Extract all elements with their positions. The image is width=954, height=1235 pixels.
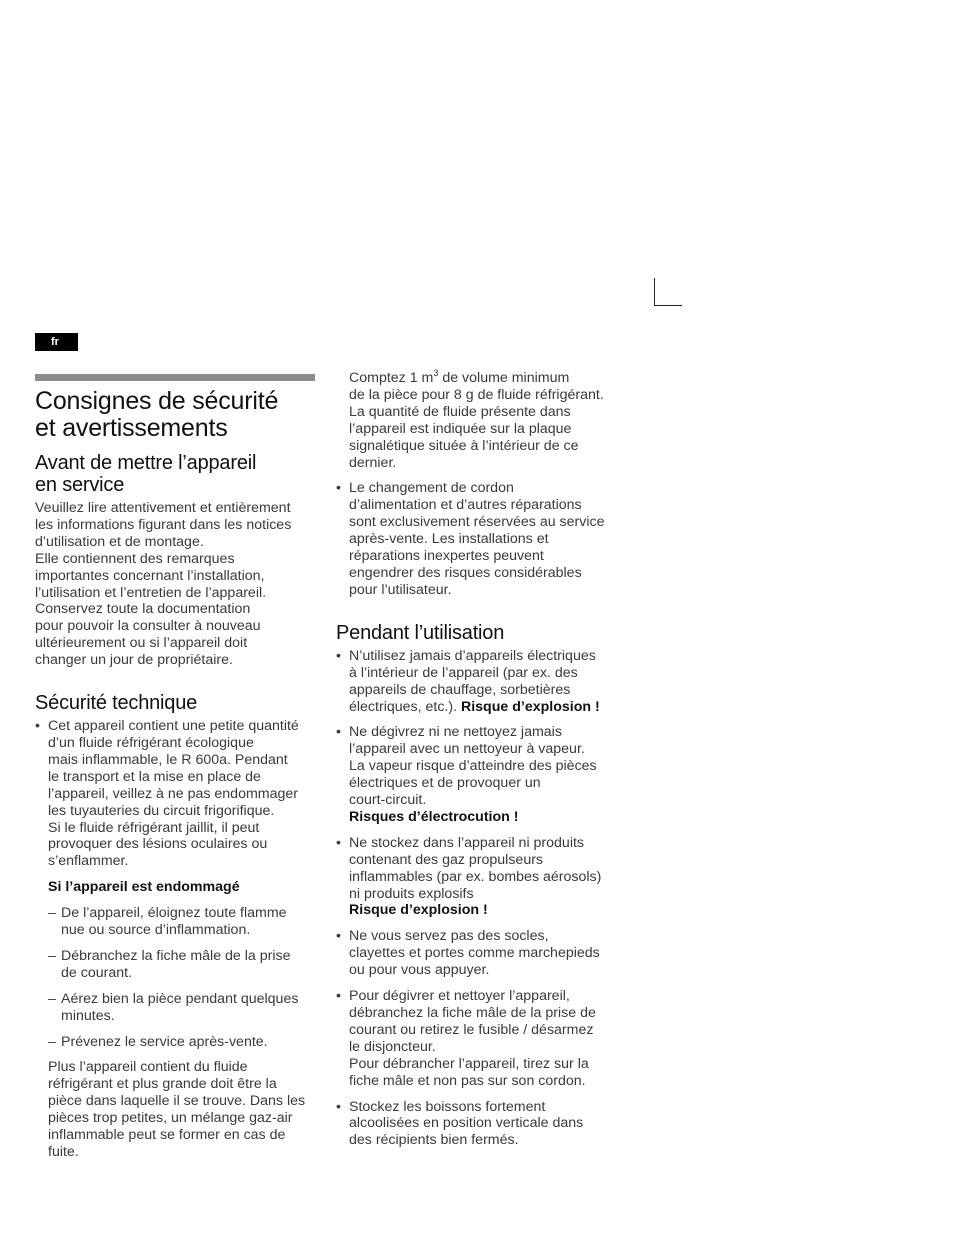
dash-item: – De l’appareil, éloignez toute flamme nue ou source d’inflammation. [48,905,325,939]
list-item: • Pour dégivrer et nettoyer l’appareil, débranchez la fiche mâle de la prise de courant ou retirez le fusible / désarmez le disjoncteur. Pour débrancher l’appareil, tirez sur la fiche mâle et non pas sur son cordon. [336,988,626,1089]
list-item: • Ne stockez dans l’appareil ni produits contenant des gaz propulseurs inflammables (par ex. bombes aérosols) ni produits explosifs Risque d’explosion ! [336,835,626,920]
dash-item: – Débranchez la fiche mâle de la prise de courant. [48,948,325,982]
list-item: • Le changement de cordon d’alimentation et d’autres réparations sont exclusivement réservées au service après-vente. Les installations et réparations inexpertes peuvent engendrer des risques considérables pour l’utilisateur. [336,480,626,598]
heading-technical-safety: Sécurité technique [35,692,198,715]
heading-before-use: Avant de mettre l’appareil en service [35,452,257,496]
language-tab: fr [35,333,78,351]
list-item: • Stockez les boissons fortement alcoolisées en position verticale dans des récipients bien fermés. [336,1099,626,1150]
list-item: • N’utilisez jamais d’appareils électriques à l’intérieur de l’appareil (par ex. des appareils de chauffage, sorbetières électriques, etc.). Risque d’explosion ! [336,648,626,716]
damaged-subheading: Si l’appareil est endommagé [48,879,240,896]
title-rule [35,374,315,381]
heading-during-use: Pendant l’utilisation [336,621,505,644]
crop-mark [654,278,682,306]
list-item: • Ne vous servez pas des socles, clayettes et portes comme marchepieds ou pour vous appuyer. [336,928,626,979]
closing-paragraph: Plus l’appareil contient du fluide réfrigérant et plus grande doit être la pièce dans laquelle il se trouve. Dans les pièces trop petites, un mélange gaz-air inflammable peut se former en cas de fuite. [48,1059,306,1160]
list-item: • Ne dégivrez ni ne nettoyez jamais l’appareil avec un nettoyeur à vapeur. La vapeur risque d’atteindre des pièces électriques et de provoquer un court-circuit. Risques d’électrocution ! [336,724,626,825]
list-item: • Cet appareil contient une petite quantité d’un fluide réfrigérant écologique mais inflammable, le R 600a. Pendant le transport et la mise en place de l’appareil, veillez à ne pas endommager les tuyauteries du circuit frigorifique. Si le fluide réfrigérant jaillit, il peut provoquer des lésions oculaires ou s’enflammer. [35,718,325,870]
right-column [336,370,626,1158]
left-column [35,374,325,1161]
volume-paragraph: Comptez 1 $m^3$ de volume minimum de la pièce pour 8 g de fluide réfrigérant. La quantité de fluide présente dans l’appareil est indiquée sur la plaque signalétique située à l’intérieur de ce dernier. [349,368,604,471]
dash-item: – Aérez bien la pièce pendant quelques minutes. [48,991,325,1025]
intro-paragraph: Veuillez lire attentivement et entièrement les informations figurant dans les notices d’utilisation et de montage. Elle contiennent des remarques importantes concernant l’installation, l’utilisation et l’entretien de l’appareil. Conservez toute la documentation pour pouvoir la consulter à nouveau ultérieurement ou si l’appareil doit changer un jour de propriétaire. [35,500,292,669]
page-title: Consignes de sécurité et avertissements [35,387,279,442]
dash-item: – Prévenez le service après-vente. [48,1034,325,1051]
